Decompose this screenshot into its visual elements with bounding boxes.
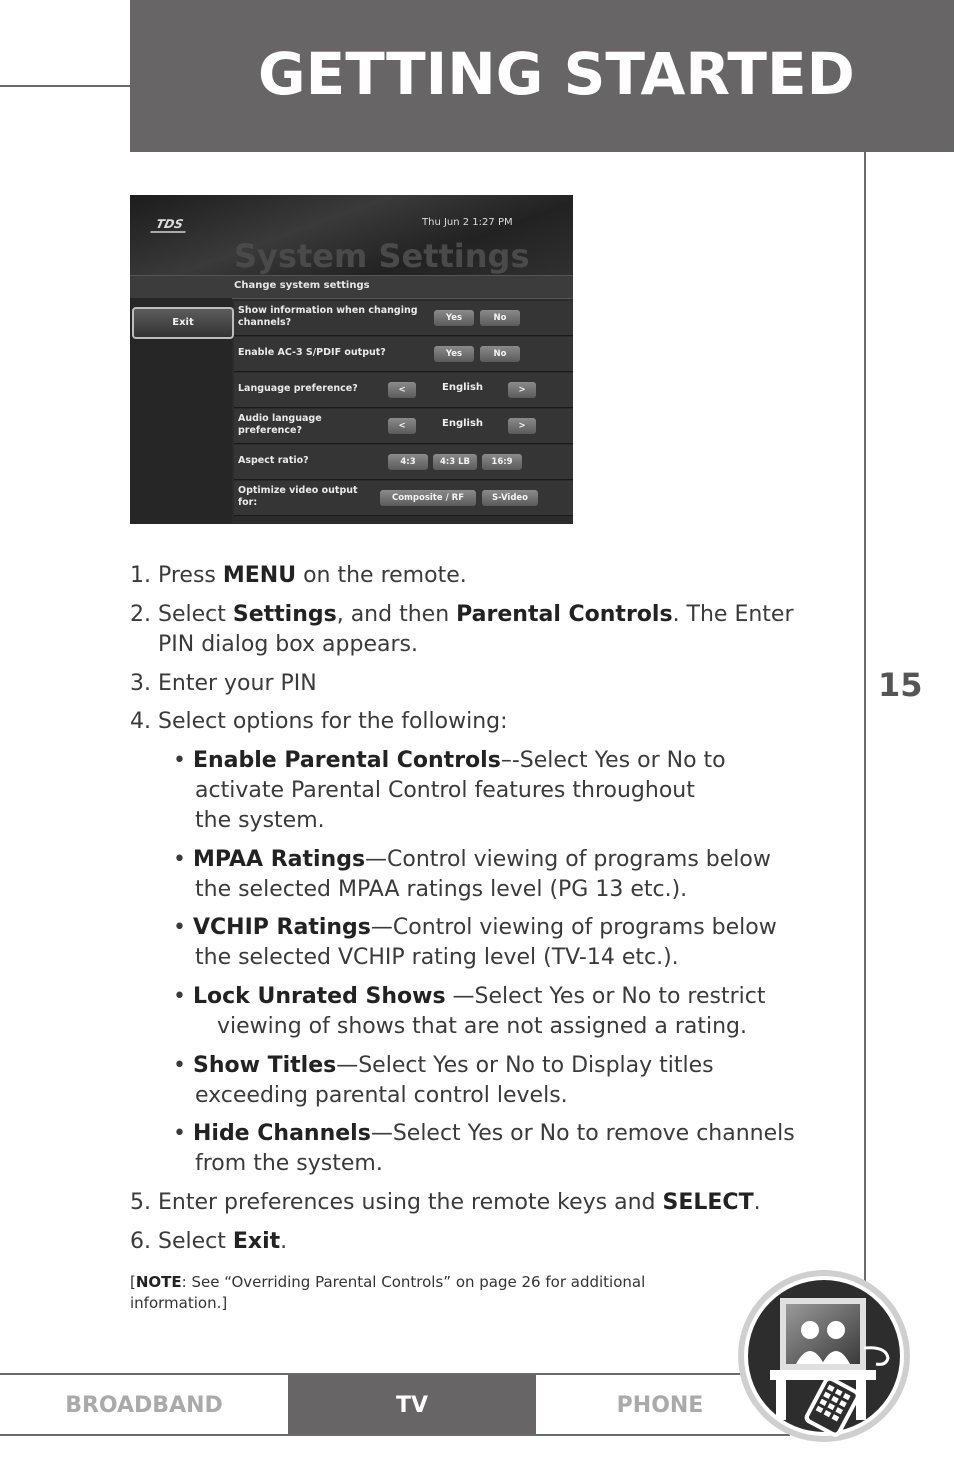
tv-setting-row — [234, 445, 573, 480]
bullet-lock-unrated-shows: • Lock Unrated Shows —Select Yes or No to restrict — [173, 984, 766, 1009]
tv-audio-language-value: English — [442, 418, 484, 429]
tv-screen-title: System Settings — [234, 237, 530, 275]
tv-remote-icon — [736, 1268, 912, 1444]
tv-setting-label: Aspect ratio? — [238, 455, 309, 466]
tv-setting-row — [234, 481, 573, 516]
tv-aspect-43-button: 4:3 — [388, 454, 428, 470]
tv-svideo-button: S-Video — [482, 490, 538, 506]
tv-setting-label: Audio language preference? — [238, 413, 322, 436]
tv-no-button: No — [480, 346, 520, 362]
tv-yes-button: Yes — [434, 310, 474, 326]
system-settings-screenshot — [130, 195, 573, 524]
step-2-continued: PIN dialog box appears. — [158, 632, 418, 657]
bullet-mpaa-ratings: • MPAA Ratings—Control viewing of programs below — [173, 847, 771, 872]
tv-setting-row — [234, 301, 573, 336]
step-1: 1. Press MENU on the remote. — [130, 563, 467, 588]
tv-setting-label: Language preference? — [238, 383, 358, 394]
step-3: 3. Enter your PIN — [130, 671, 317, 696]
tab-phone[interactable]: PHONE — [536, 1375, 784, 1434]
tv-next-button: > — [508, 418, 536, 434]
bullet-hide-channels: • Hide Channels—Select Yes or No to remove channels — [173, 1121, 795, 1146]
tv-settings-rows — [234, 301, 573, 517]
tv-no-button: No — [480, 310, 520, 326]
tab-tv[interactable]: TV — [288, 1375, 536, 1434]
bullet-text-line: activate Parental Control features throughout — [195, 778, 695, 803]
note: [NOTE: See “Overriding Parental Controls” on page 26 for additional information.] — [130, 1273, 646, 1312]
bullet-text-line: viewing of shows that are not assigned a rating. — [217, 1014, 748, 1039]
tv-composite-button: Composite / RF — [380, 490, 476, 506]
tv-setting-row — [234, 337, 573, 372]
bullet-vchip-ratings: • VCHIP Ratings—Control viewing of programs below — [173, 915, 777, 940]
tv-next-button: > — [508, 382, 536, 398]
bullet-text-line: the selected VCHIP rating level (TV-14 etc.). — [195, 945, 679, 970]
tv-aspect-169-button: 16:9 — [482, 454, 522, 470]
step-2: 2. Select Settings, and then Parental Controls. The Enter — [130, 602, 794, 627]
step-6: 6. Select Exit. — [130, 1229, 288, 1254]
tab-broadband[interactable]: BROADBAND — [0, 1375, 288, 1434]
tv-setting-row — [234, 373, 573, 408]
tv-setting-label: Enable AC-3 S/PDIF output? — [238, 347, 386, 358]
page-number: 15 — [878, 666, 923, 704]
page-title: GETTING STARTED — [258, 40, 855, 108]
bullet-show-titles: • Show Titles—Select Yes or No to Display titles — [173, 1053, 714, 1078]
tv-aspect-43lb-button: 4:3 LB — [433, 454, 477, 470]
footer-rule-bottom — [0, 1434, 790, 1436]
tv-setting-label: Optimize video output for: — [238, 485, 358, 508]
tds-logo: TDS — [150, 217, 188, 233]
tv-language-value: English — [442, 382, 484, 393]
tv-datetime: Thu Jun 2 1:27 PM — [422, 217, 513, 228]
tv-exit-button: Exit — [132, 307, 234, 339]
bullet-text-line: the selected MPAA ratings level (PG 13 etc.). — [195, 877, 688, 902]
tv-yes-button: Yes — [434, 346, 474, 362]
step-4: 4. Select options for the following: — [130, 709, 508, 734]
tv-subtitle-bar — [130, 275, 573, 299]
tv-subtitle: Change system settings — [234, 280, 370, 291]
right-margin-rule — [864, 152, 866, 1282]
bullet-text-line: exceeding parental control levels. — [195, 1083, 568, 1108]
tv-setting-label: Show information when changing channels? — [238, 305, 418, 328]
tv-setting-row — [234, 409, 573, 444]
step-5: 5. Enter preferences using the remote keys and SELECT. — [130, 1190, 761, 1215]
bullet-text-line: the system. — [195, 808, 325, 833]
tv-prev-button: < — [388, 418, 416, 434]
bullet-enable-parental-controls: • Enable Parental Controls–-Select Yes or No to — [173, 748, 726, 773]
tv-prev-button: < — [388, 382, 416, 398]
bullet-text-line: from the system. — [195, 1151, 383, 1176]
header-left-rule — [0, 85, 130, 87]
